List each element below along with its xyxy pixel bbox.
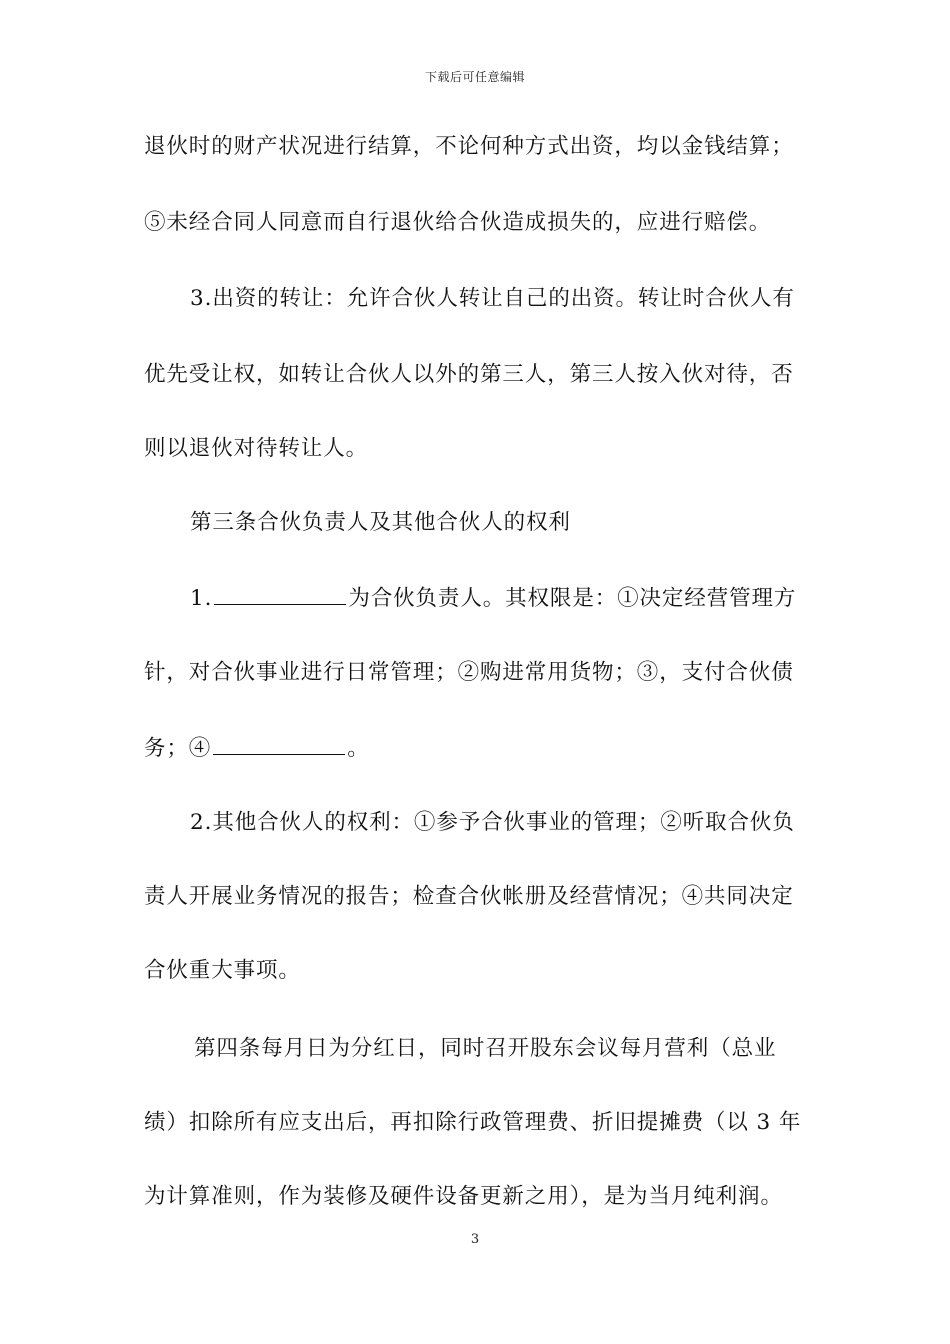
line-text: 。 [347,736,370,761]
paragraph-line: 3.出资的转让：允许合伙人转让自己的出资。转让时合伙人有 [190,286,795,311]
paragraph-line: 2.其他合伙人的权利：①参予合伙事业的管理；②听取合伙负 [190,810,795,835]
paragraph-line: 则以退伙对待转让人。 [144,436,369,461]
page-number: 3 [470,1232,480,1247]
fill-in-blank [213,736,345,755]
fill-in-blank [214,586,346,605]
paragraph-line: 合伙重大事项。 [144,958,301,983]
paragraph-line [144,734,816,764]
paragraph-line: 为计算准则，作为装修及硬件设备更新之用），是为当月纯利润。 [144,1184,783,1209]
line-text: 为合伙负责人。其权限是：①决定经营管理方 [348,586,797,611]
paragraph-line: 绩）扣除所有应支出后，再扣除行政管理费、折旧提摊费（以 3 年 [144,1110,802,1135]
line-text: 1. [190,586,213,611]
section-heading: 第三条合伙负责人及其他合伙人的权利 [190,510,571,535]
paragraph-line [190,584,816,614]
paragraph-line: 责人开展业务情况的报告；检查合伙帐册及经营情况；④共同决定 [144,884,794,909]
line-text: 务；④ [144,736,212,761]
paragraph-line: 退伙时的财产状况进行结算，不论何种方式出资，均以金钱结算； [144,134,794,159]
paragraph-line: 第四条每月日为分红日，同时召开股东会议每月营利（总业 [194,1036,777,1061]
paragraph-line: 优先受让权，如转让合伙人以外的第三人，第三人按入伙对待，否 [144,362,794,387]
page-header: 下载后可任意编辑 [424,70,525,84]
paragraph-line: ⑤未经合同人同意而自行退伙给合伙造成损失的，应进行赔偿。 [144,210,772,235]
paragraph-line: 针，对合伙事业进行日常管理；②购进常用货物；③，支付合伙债 [144,660,794,685]
